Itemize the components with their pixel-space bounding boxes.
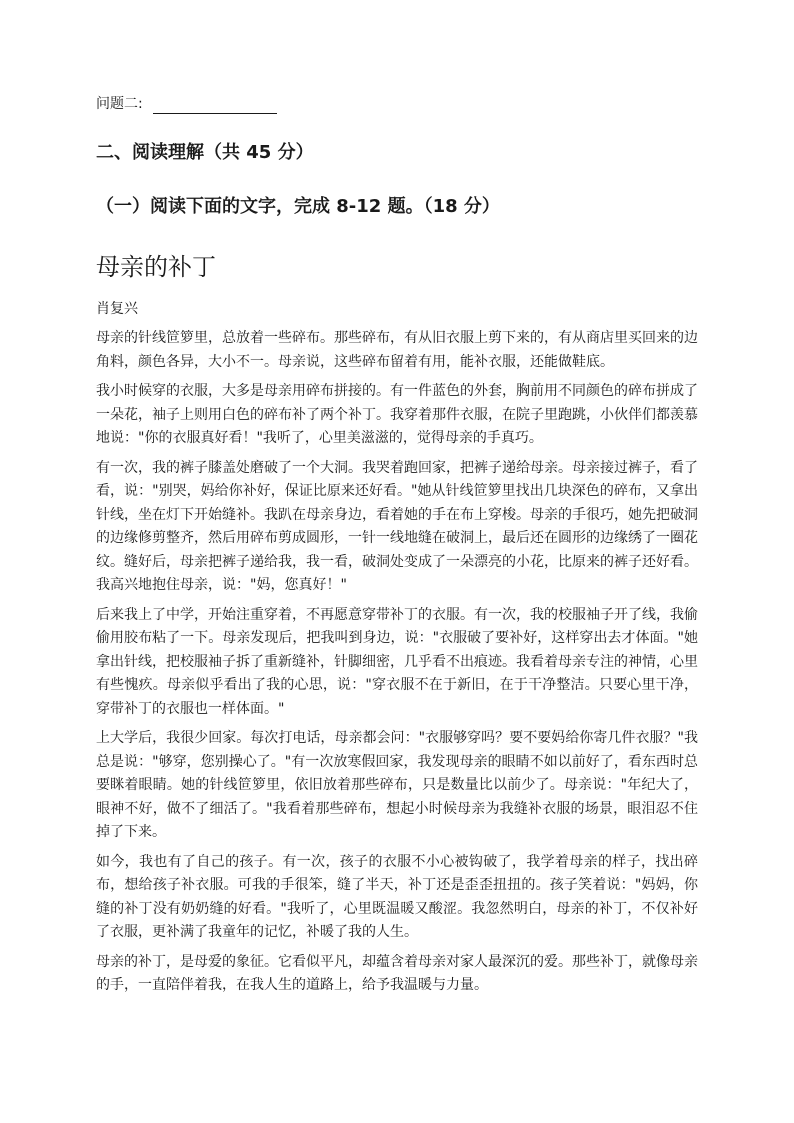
subsection-heading: （一）阅读下面的文字，完成 8-12 题。（18 分） [96, 196, 500, 217]
article-author: 肖复兴 [96, 301, 138, 317]
article-paragraph: 如今，我也有了自己的孩子。有一次，孩子的衣服不小心被钩破了，我学着母亲的样子，找出碎布，想给孩子补衣服。可我的手很笨，缝了半天，补丁还是歪歪扭扭的。孩子笑着说："妈妈，你缝的补丁没有奶奶缝的好看。"我听了，心里既温暖又酸涩。我忽然明白，母亲的补丁，不仅补好了衣服，更补满了我童年的记忆，补暖了我的人生。 [96, 853, 698, 940]
article-paragraph: 有一次，我的裤子膝盖处磨破了一个大洞。我哭着跑回家，把裤子递给母亲。母亲接过裤子，看了看，说："别哭，妈给你补好，保证比原来还好看。"她从针线笸箩里找出几块深色的碎布，又拿出针线，坐在灯下开始缝补。我趴在母亲身边，看着她的手在布上穿梭。母亲的手很巧，她先把破洞的边缘修剪整齐，然后用碎布剪成圆形，一针一线地缝在破洞上，最后还在圆形的边缘绣了一圈花纹。缝好后，母亲把裤子递给我，我一看，破洞处变成了一朵漂亮的小花，比原来的裤子还好看。我高兴地抱住母亲，说："妈，您真好！" [96, 459, 698, 593]
answer-blank[interactable] [153, 97, 277, 114]
section-heading: 二、阅读理解（共 45 分） [96, 142, 314, 163]
question-two-line [96, 94, 277, 114]
article-paragraph: 母亲的针线笸箩里，总放着一些碎布。那些碎布，有从旧衣服上剪下来的，有从商店里买回来的边角料，颜色各异，大小不一。母亲说，这些碎布留着有用，能补衣服，还能做鞋底。 [96, 330, 698, 370]
article-paragraph: 我小时候穿的衣服，大多是母亲用碎布拼接的。有一件蓝色的外套，胸前用不同颜色的碎布拼成了一朵花，袖子上则用白色的碎布补了两个补丁。我穿着那件衣服，在院子里跑跳，小伙伴们都羡慕地说："你的衣服真好看！"我听了，心里美滋滋的，觉得母亲的手真巧。 [96, 383, 698, 446]
article-title: 母亲的补丁 [96, 253, 216, 281]
article-paragraph: 后来我上了中学，开始注重穿着，不再愿意穿带补丁的衣服。有一次，我的校服袖子开了线，我偷偷用胶布粘了一下。母亲发现后，把我叫到身边，说："衣服破了要补好，这样穿出去才体面。"她拿出针线，把校服袖子拆了重新缝补，针脚细密，几乎看不出痕迹。我看着母亲专注的神情，心里有些愧疚。母亲似乎看出了我的心思，说："穿衣服不在于新旧，在于干净整洁。只要心里干净，穿带补丁的衣服也一样体面。" [96, 606, 698, 717]
article-paragraph: 母亲的补丁，是母爱的象征。它看似平凡，却蕴含着母亲对家人最深沉的爱。那些补丁，就像母亲的手，一直陪伴着我，在我人生的道路上，给予我温暖与力量。 [96, 953, 698, 993]
article-body [96, 327, 698, 1004]
article-paragraph: 上大学后，我很少回家。每次打电话，母亲都会问："衣服够穿吗？要不要妈给你寄几件衣服？"我总是说："够穿，您别操心了。"有一次放寒假回家，我发现母亲的眼睛不如以前好了，看东西时总要眯着眼睛。她的针线笸箩里，依旧放着那些碎布，只是数量比以前少了。母亲说："年纪大了，眼神不好，做不了细活了。"我看着那些碎布，想起小时候母亲为我缝补衣服的场景，眼泪忍不住掉了下来。 [96, 730, 698, 840]
question-label: 问题二: [96, 96, 143, 112]
